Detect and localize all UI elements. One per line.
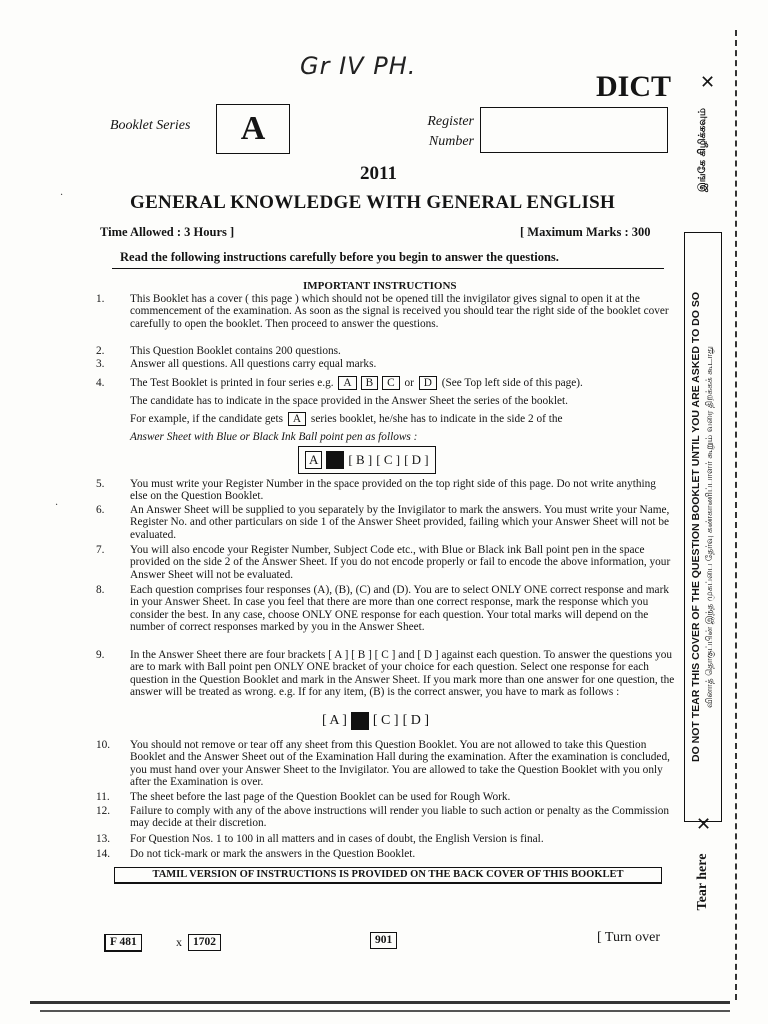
scan-mark: · [60, 190, 64, 201]
tamil-version-note: TAMIL VERSION OF INSTRUCTIONS IS PROVIDED ON THE BACK COVER OF THIS BOOKLET [114, 867, 662, 884]
exam-year: 2011 [360, 163, 397, 184]
read-instructions-line: Read the following instructions carefully before you begin to answer the questions. [120, 250, 559, 264]
exam-title: GENERAL KNOWLEDGE WITH GENERAL ENGLISH [130, 192, 616, 213]
instruction-9: 9. In the Answer Sheet there are four brackets [ A ] [ B ] [ C ] and [ D ] against each question. To answer the questions you are to mark with Ball point pen ONLY ONE bracket of your choice for each question. Select one response for each question in the Question Booklet and mark in the Answer Sheet. If you mark more than one answer for one question, the answer will be treated as wrong. e.g. If for any item, (B) is the correct answer, you have to mark as follows : [96, 649, 675, 699]
maximum-marks: [ Maximum Marks : 300 [520, 225, 651, 239]
instruction-6: 6. An Answer Sheet will be supplied to you separately by the Invigilator to mark the answers. You must write your Name, Register No. and other particulars on side 1 of the Answer Sheet provided, failing which your Answer Sheet will not be evaluated. [96, 504, 670, 541]
scan-mark: · [55, 500, 59, 511]
scan-edge [40, 1010, 730, 1012]
answer-marking-example: [ A ] [ C ] [ D ] [322, 713, 429, 728]
do-not-tear-warning: DO NOT TEAR THIS COVER OF THE QUESTION BOOKLET UNTIL YOU ARE ASKED TO DO SO [690, 291, 702, 763]
instruction-11: 11. The sheet before the last page of the Question Booklet can be used for Rough Work. [96, 791, 511, 803]
turn-over: [ Turn over [597, 930, 661, 945]
divider [112, 268, 664, 269]
instructions-heading: IMPORTANT INSTRUCTIONS [303, 280, 457, 292]
instruction-8: 8. Each question comprises four responses (A), (B), (C) and (D). You are to select ONLY ONE correct response and mark in your Answer Sheet. In case you feel that there are more than one correct response, mark the response which you consider the best. In any case, choose ONLY ONE response for each question. Your total marks will depend on the number of correct responses marked by you in the Answer Sheet. [96, 584, 669, 634]
paper-code: DICT [596, 70, 672, 103]
do-not-tear-warning-box [684, 232, 722, 822]
time-allowed: Time Allowed : 3 Hours ] [100, 225, 235, 239]
handwritten-note: Gr IV PH. [300, 52, 417, 80]
booklet-series-box: A [216, 104, 290, 154]
scan-edge [30, 1001, 730, 1004]
instruction-7: 7. You will also encode your Register Number, Subject Code etc., with Blue or Black ink Ball point pen in the space provided on the side 2 of the Answer Sheet. If you do not encode properly or fail to encode the above information, your Answer Sheet will not be evaluated. [96, 544, 671, 581]
instruction-14: 14. Do not tick-mark or mark the answers in the Question Booklet. [96, 848, 416, 860]
scissors-icon: ✕ [700, 72, 716, 93]
footer-code-1: F 481 [104, 934, 142, 952]
instruction-13: 13. For Question Nos. 1 to 100 in all matters and in cases of doubt, the English Version is final. [96, 833, 544, 845]
footer-code-3: 901 [370, 932, 397, 949]
instruction-10: 10. You should not remove or tear off any sheet from this Question Booklet. You are not allowed to take this Question Booklet and the Answer Sheet out of the Examination Hall during the examination. After the examination is concluded, you must hand over your Answer Sheet to the Invigilator. You are allowed to take the Question Booklet with you only after the Examination is over. [96, 739, 670, 789]
instruction-12: 12. Failure to comply with any of the above instructions will render you liable to such action or penalty as the Commission may decide at their discretion. [96, 805, 670, 830]
scissors-icon: ✕ [696, 814, 712, 835]
tear-here-tamil: இங்கே கிழிக்கவும் [697, 108, 708, 192]
filled-bubble [351, 712, 369, 730]
register-number-field[interactable] [480, 107, 668, 153]
instruction-5: 5. You must write your Register Number in the space provided on the top right side of this page. Do not write anything else on the Question Booklet. [96, 478, 656, 503]
footer-x: x [176, 935, 182, 949]
footer-code-2: 1702 [188, 934, 221, 951]
do-not-tear-warning-tamil: வினாத் தொகுப்பின் இந்த முகப்பை தேர்வு கண்காணிப்பாளர் கூறும் வரை திறக்கக் கூடாது [704, 346, 714, 708]
instruction-4: 4. The Test Booklet is printed in four series e.g. A B C or D (See Top left side of this page). The candidate has to indicate in the space provided in the Answer Sheet the series of the booklet. For example, if the candidate gets A series booklet, he/she has to indicate in the side 2 of the Answer Sheet with Blue or Black Ink Ball point pen as follows : [96, 377, 583, 443]
instruction-2: 2. This Question Booklet contains 200 questions. [96, 345, 341, 357]
register-number-label: Register Number [427, 114, 474, 149]
instruction-1: 1. This Booklet has a cover ( this page ) which should not be opened till the invigilator gives signal to open it at the commencement of the examination. As soon as the signal is received you should tear the right side of the booklet cover carefully to open the booklet. Then proceed to answer the questions. [96, 293, 669, 330]
tear-here-label[interactable]: Tear here [695, 853, 710, 911]
booklet-series-label: Booklet Series [110, 118, 191, 133]
tear-line[interactable] [735, 30, 737, 1000]
instruction-3: 3. Answer all questions. All questions carry equal marks. [96, 358, 377, 370]
series-marking-example: A [ B ] [ C ] [ D ] [298, 446, 436, 474]
filled-bubble [326, 451, 344, 469]
